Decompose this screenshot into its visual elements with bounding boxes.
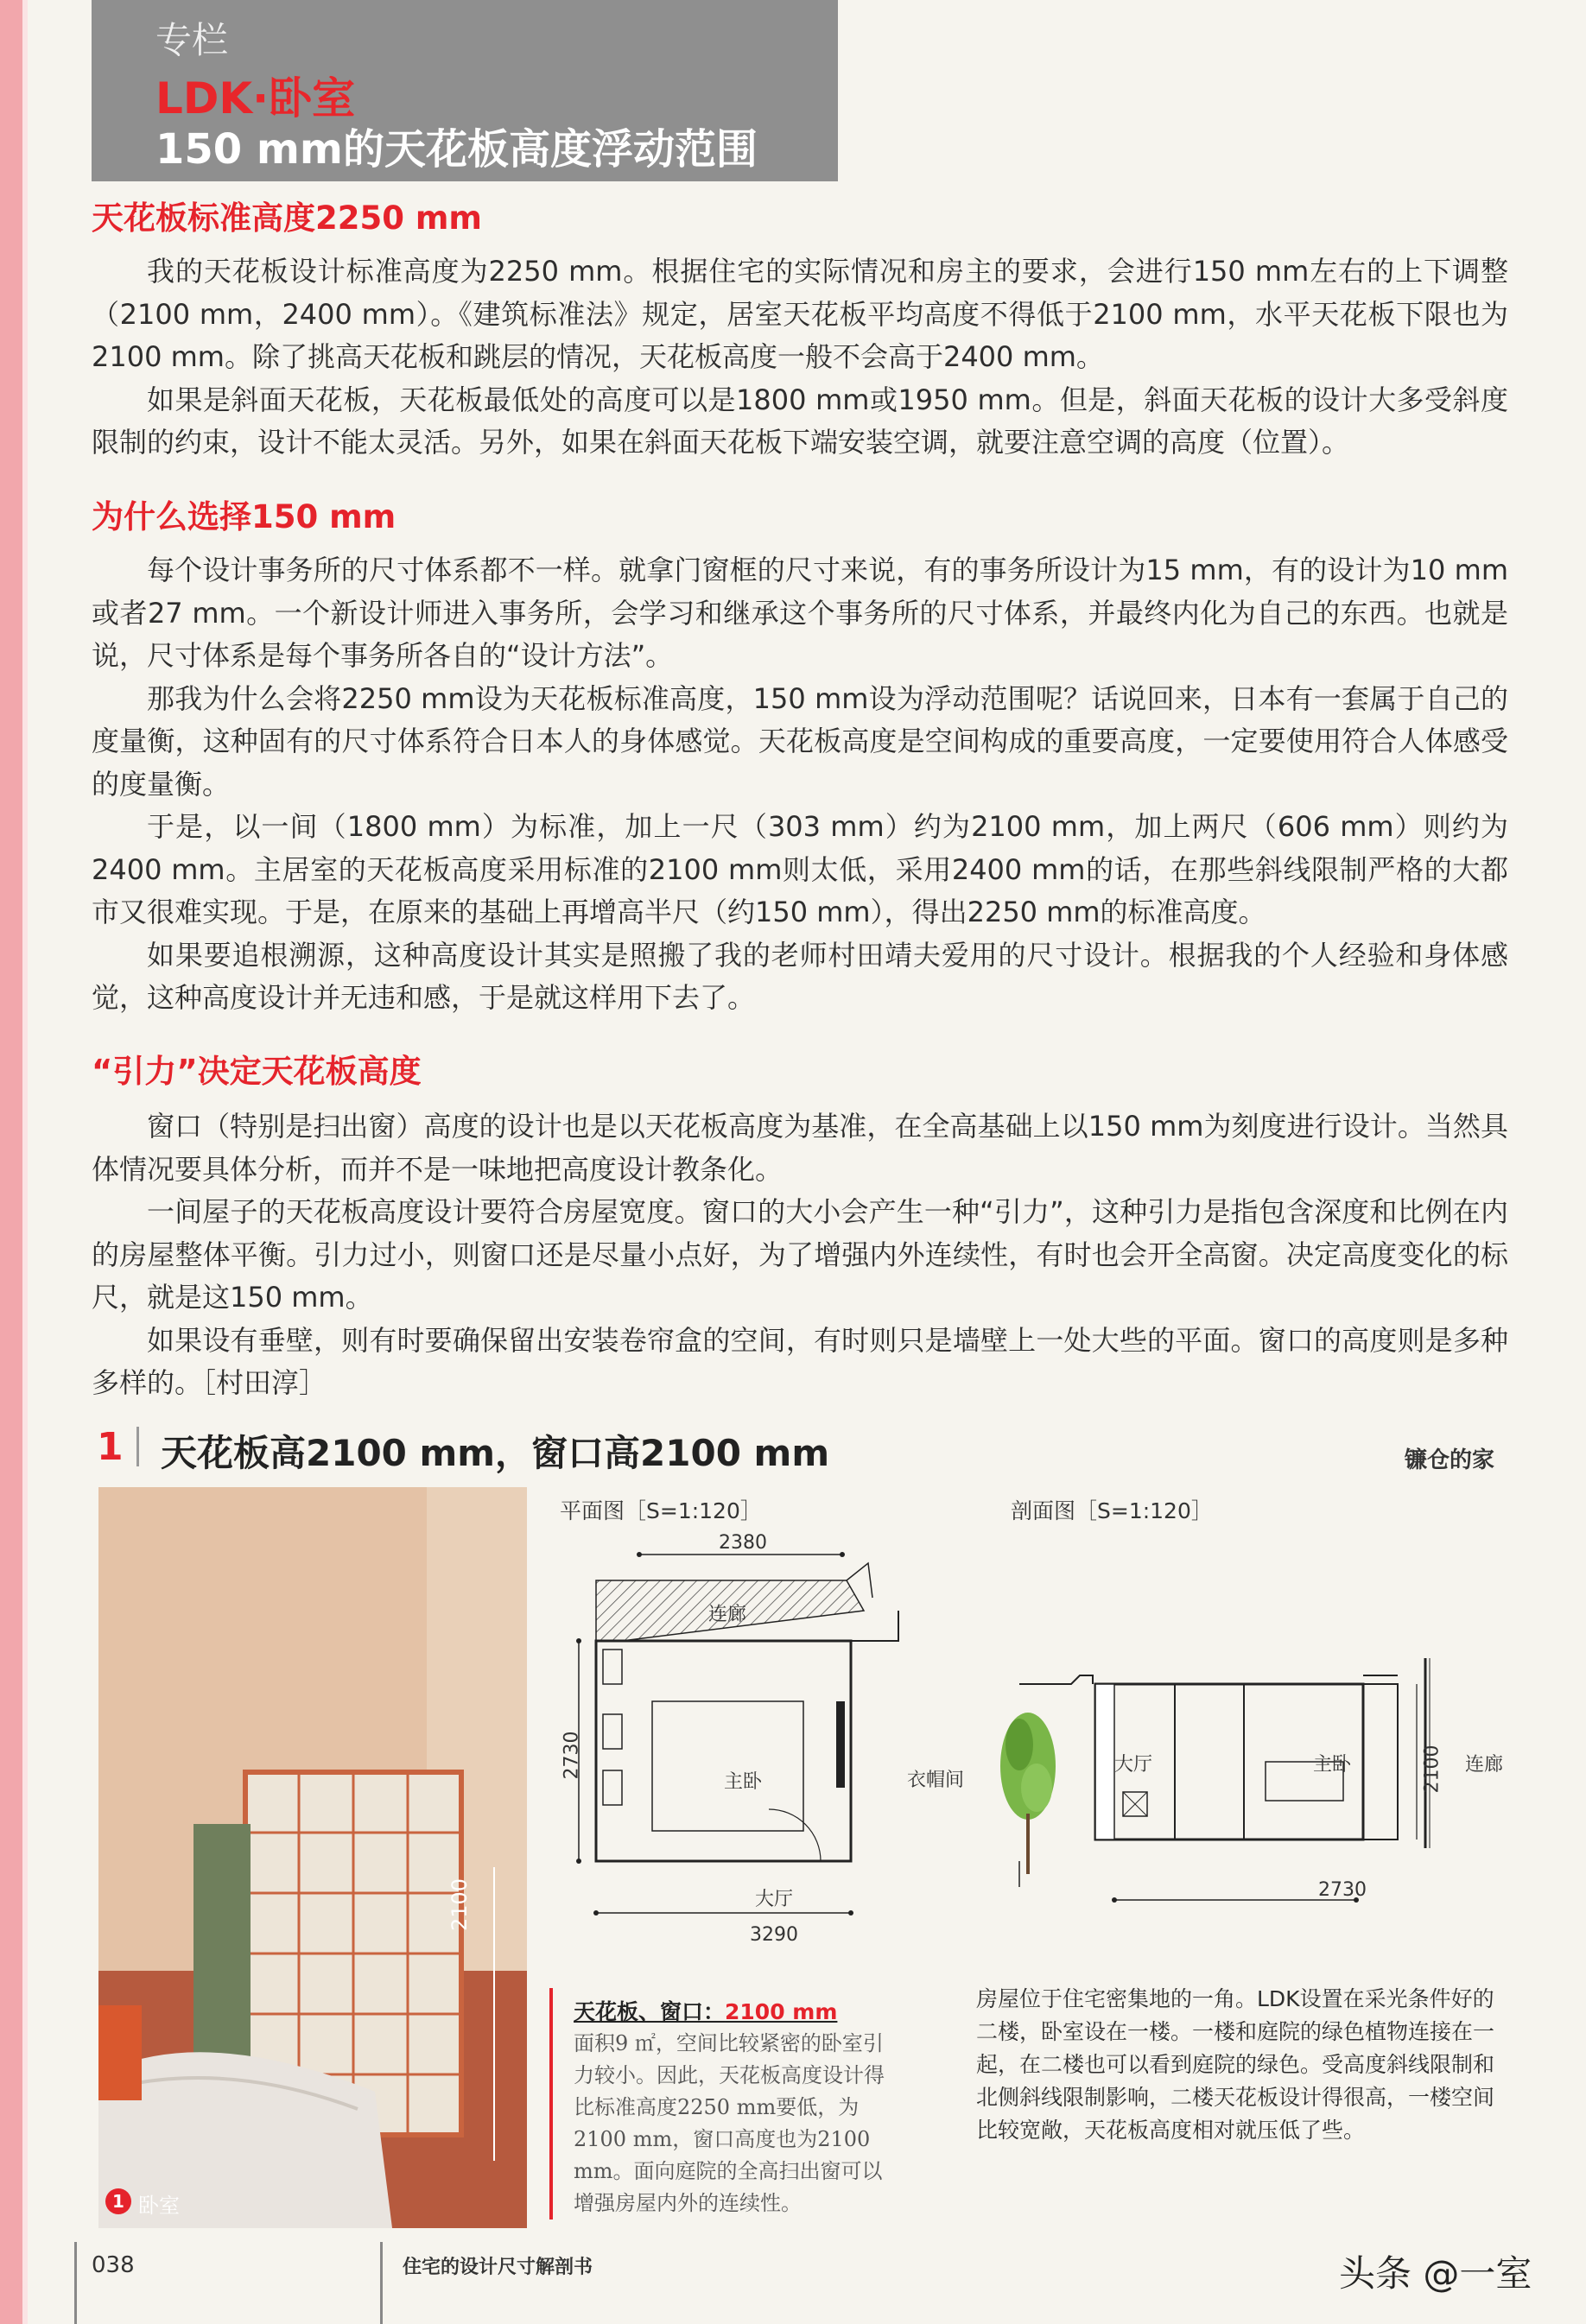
section-heading-standard-height: 天花板标准高度2250 mm (92, 199, 482, 237)
section-body-why-150 (92, 549, 1508, 1020)
paragraph: 于是，以一间（1800 mm）为标准，加上一尺（303 mm）约为2100 mm，加上两尺（606 mm）则约为2400 mm。主居室的天花板高度采用标准的2100 mm则太低，采用2400 mm的话，在那些斜线限制严格的大都市又很难实现。于是，在原来的基础上再增高半尺（约150 mm），得出2250 mm的标准高度。 (92, 810, 1508, 928)
section-body-standard-height (92, 250, 1508, 465)
column-subtitle: 150 mm的天花板高度浮动范围 (155, 125, 758, 174)
footer-divider-right (380, 2242, 383, 2324)
plan-label-corridor: 连廊 (708, 1604, 747, 1625)
paragraph: 如果要追根溯源，这种高度设计其实是照搬了我的老师村田靖夫爱用的尺寸设计。根据我的个人经验和身体感觉，这种高度设计并无违和感，于是就这样用下去了。 (92, 938, 1508, 1014)
section-label-hall: 大厅 (1114, 1754, 1153, 1776)
plan-dim-top: 2380 (719, 1532, 767, 1554)
page-number: 038 (92, 2252, 135, 2278)
section-dim-width: 2730 (1318, 1879, 1367, 1901)
left-margin-strip-light (22, 0, 28, 2324)
plan-dim-bottom: 3290 (750, 1924, 798, 1946)
figure-title: 天花板高2100 mm，窗口高2100 mm (161, 1432, 830, 1474)
figure-description: 房屋位于住宅密集地的一角。LDK设置在采光条件好的二楼，卧室设在一楼。一楼和庭院的绿色植物连接在一起，在二楼也可以看到庭院的绿色。受高度斜线限制和北侧斜线限制影响，二楼天花板设计得很高，一楼空间比较宽敞，天花板高度相对就压低了些。 (976, 1986, 1495, 2143)
figure-credit: 镰仓的家 (1405, 1447, 1495, 1473)
section-label-corridor: 连廊 (1465, 1754, 1504, 1776)
paragraph: 每个设计事务所的尺寸体系都不一样。就拿门窗框的尺寸来说，有的事务所设计为15 mm，有的设计为10 mm或者27 mm。一个新设计师进入事务所，会学习和继承这个事务所的尺寸体系，并最终内化为自己的东西。也就是说，尺寸体系是每个事务所各自的“设计方法”。 (92, 554, 1508, 672)
paragraph: 如果设有垂壁，则有时要确保留出安装卷帘盒的空间，有时则只是墙壁上一处大些的平面。窗口的高度则是多种多样的。［村田淳］ (92, 1323, 1508, 1399)
photo-badge-number: 1 (105, 2188, 131, 2214)
photo-badge-label: 卧室 (138, 2194, 180, 2218)
bedroom-photo-drawing (98, 1487, 527, 2228)
watermark: 头条 @一室 (1339, 2252, 1532, 2295)
plan-dim-left: 2730 (561, 1731, 583, 1780)
note-text: 面积9 ㎡，空间比较紧密的卧室引力较小。因此，天花板高度设计得比标准高度2250 mm要低，为2100 mm，窗口高度也为2100 mm。面向庭院的全高扫出窗可以增强房屋内外的连续性。 (574, 2031, 885, 2215)
paragraph: 那我为什么会将2250 mm设为天花板标准高度，150 mm设为浮动范围呢？话说回来，日本有一套属于自己的度量衡，这种固有的尺寸体系符合日本人的身体感觉。天花板高度是空间构成的重要高度，一定要使用符合人体感受的度量衡。 (92, 681, 1508, 801)
paragraph: 窗口（特别是扫出窗）高度的设计也是以天花板高度为基准，在全高基础上以150 mm为刻度进行设计。当然具体情况要具体分析，而并不是一味地把高度设计教条化。 (92, 1110, 1508, 1186)
column-label: 专栏 (155, 19, 229, 61)
section-heading-gravity: “引力”决定天花板高度 (92, 1053, 422, 1090)
bedroom-photo (98, 1487, 527, 2228)
left-margin-strip (0, 0, 22, 2324)
figure-number: 1 (97, 1425, 124, 1469)
photo-dimension-label: 2100 (447, 1878, 472, 1931)
plan-label-closet: 衣帽间 (907, 1770, 965, 1791)
note-title (574, 1995, 837, 2026)
section-title: 剖面图［S=1:120］ (1011, 1498, 1213, 1523)
section-label-master: 主卧 (1313, 1754, 1352, 1776)
note-title-prefix: 天花板、窗口： (574, 1999, 726, 2024)
plan-label-hall: 大厅 (755, 1889, 794, 1910)
note-accent-bar (549, 1988, 553, 2220)
section-dim-height: 2100 (1421, 1745, 1443, 1794)
plan-title: 平面图［S=1:120］ (560, 1498, 762, 1523)
paragraph: 如果是斜面天花板，天花板最低处的高度可以是1800 mm或1950 mm。但是，斜面天花板的设计大多受斜度限制的约束，设计不能太灵活。另外，如果在斜面天花板下端安装空调，就要注意空调的高度（位置）。 (92, 383, 1508, 459)
section-heading-why-150: 为什么选择150 mm (92, 498, 396, 535)
figure-divider (136, 1427, 139, 1466)
column-title: LDK·卧室 (155, 73, 356, 123)
paragraph: 一间屋子的天花板高度设计要符合房屋宽度。窗口的大小会产生一种“引力”，这种引力是指包含深度和比例在内的房屋整体平衡。引力过小，则窗口还是尽量小点好，为了增强内外连续性，有时也会开全高窗。决定高度变化的标尺，就是这150 mm。 (92, 1195, 1508, 1314)
footer-divider-left (74, 2242, 77, 2324)
paragraph: 我的天花板设计标准高度为2250 mm。根据住宅的实际情况和房主的要求，会进行150 mm左右的上下调整（2100 mm，2400 mm）。《建筑标准法》规定，居室天花板平均高度不得低于2100 mm，水平天花板下限也为2100 mm。除了挑高天花板和跳层的情况，天花板高度一般不会高于2400 mm。 (92, 255, 1508, 373)
plan-label-master: 主卧 (724, 1771, 763, 1793)
section-body-gravity (92, 1105, 1508, 1405)
note-title-value: 2100 mm (725, 1999, 838, 2024)
book-title: 住宅的设计尺寸解剖书 (403, 2257, 593, 2278)
